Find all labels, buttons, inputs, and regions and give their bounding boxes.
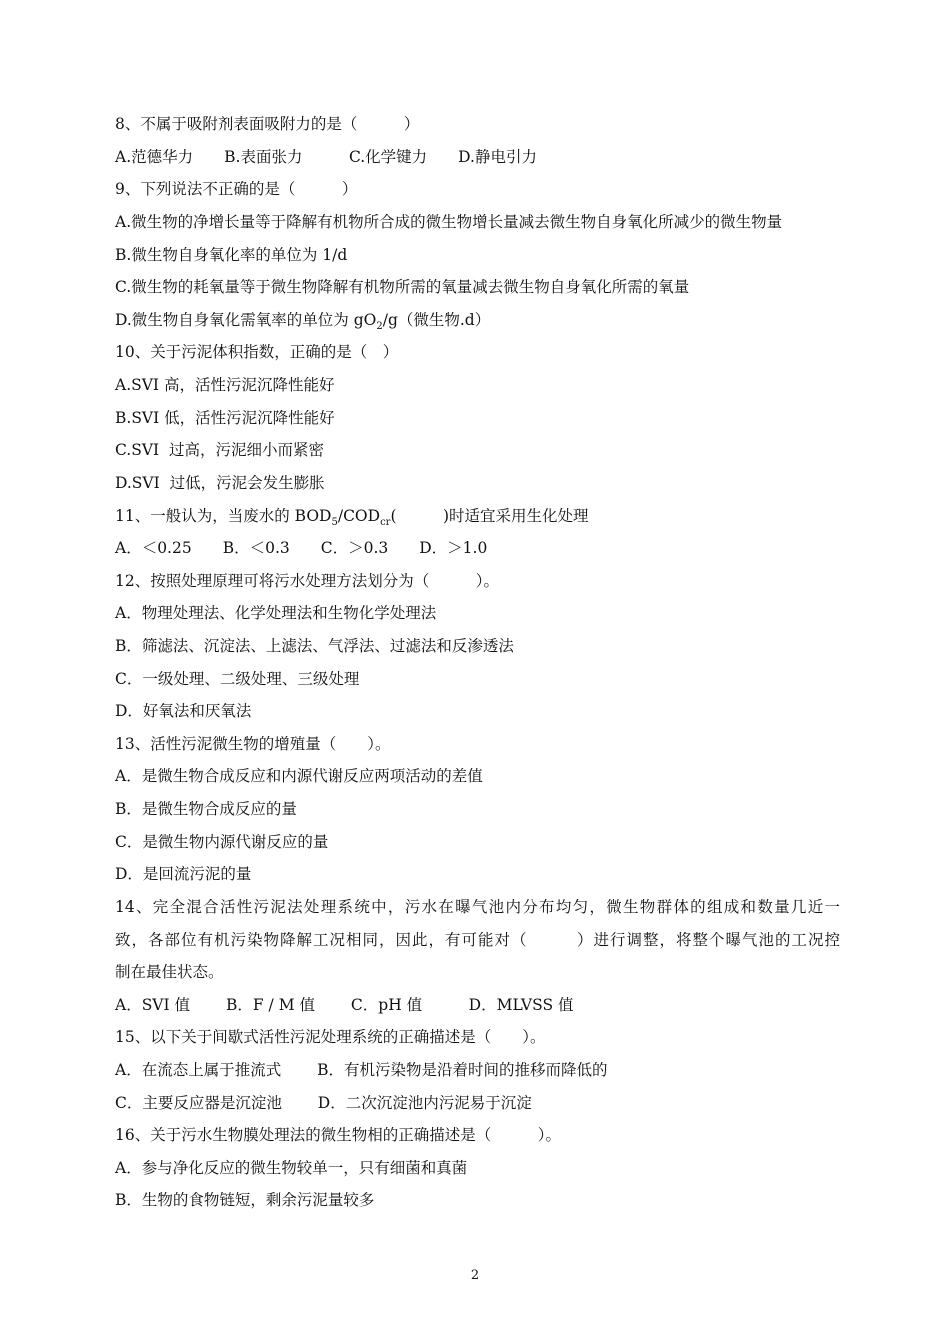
question-9-option-a: A.微生物的净增长量等于降解有机物所合成的微生物增长量减去微生物自身氧化所减少的微生物量	[115, 213, 783, 231]
question-13-option-b: B．是微生物合成反应的量	[115, 800, 297, 818]
question-9-option-d-subscript: 2	[376, 321, 383, 332]
question-14-line-1: 14、完全混合活性污泥法处理系统中，污水在曝气池内分布均匀，微生物群体的组成和数量几近一	[115, 898, 840, 916]
question-10-option-b: B.SVI 低，活性污泥沉降性能好	[115, 409, 335, 427]
question-12-option-b: B．筛滤法、沉淀法、上滤法、气浮法、过滤法和反渗透法	[115, 637, 514, 655]
question-12-option-a: A．物理处理法、化学处理法和生物化学处理法	[115, 604, 437, 622]
question-10-stem: 10、关于污泥体积指数，正确的是（ ）	[115, 343, 399, 361]
question-8-stem: 8、不属于吸附剂表面吸附力的是（ ）	[115, 115, 420, 133]
question-11-stem	[115, 506, 589, 529]
question-16-option-b: B．生物的食物链短，剩余污泥量较多	[115, 1191, 375, 1209]
question-12-option-c: C．一级处理、二级处理、三级处理	[115, 670, 360, 688]
question-14-options: A．SVI 值 B．F / M 值 C．pH 值 D．MLVSS 值	[115, 996, 574, 1014]
question-15-options-ab: A．在流态上属于推流式 B．有机污染物是沿着时间的推移而降低的	[115, 1061, 608, 1079]
question-10-option-a: A.SVI 高，活性污泥沉降性能好	[115, 376, 335, 394]
question-10-option-d: D.SVI 过低，污泥会发生膨胀	[115, 474, 325, 492]
question-11-stem-mid: /COD	[337, 507, 381, 525]
page-number: 2	[470, 1268, 480, 1283]
question-15-options-cd: C．主要反应器是沉淀池 D．二次沉淀池内污泥易于沉淀	[115, 1094, 532, 1112]
question-11-subscript-cr: cr	[380, 517, 391, 528]
question-14-line-2: 致，各部位有机污染物降解工况相同，因此，有可能对（ ）进行调整，将整个曝气池的工况控	[115, 931, 840, 949]
question-14-line-3: 制在最佳状态。	[115, 963, 224, 981]
question-13-stem: 13、活性污泥微生物的增殖量（ ）。	[115, 735, 391, 753]
question-13-option-a: A．是微生物合成反应和内源代谢反应两项活动的差值	[115, 767, 483, 785]
question-11-stem-pre: 11、一般认为，当废水的 BOD	[115, 507, 332, 525]
question-13-option-c: C．是微生物内源代谢反应的量	[115, 833, 329, 851]
question-9-option-c: C.微生物的耗氧量等于微生物降解有机物所需的氧量减去微生物自身氧化所需的氧量	[115, 278, 690, 296]
question-10-option-c: C.SVI 过高，污泥细小而紧密	[115, 441, 325, 459]
question-11-subscript-5: 5	[331, 517, 338, 528]
question-16-option-a: A．参与净化反应的微生物较单一，只有细菌和真菌	[115, 1159, 468, 1177]
question-13-option-d: D．是回流污泥的量	[115, 865, 252, 883]
question-11-stem-post: ( )时适宜采用生化处理	[390, 507, 589, 525]
question-12-stem: 12、按照处理原理可将污水处理方法划分为（ ）。	[115, 572, 499, 590]
question-16-stem: 16、关于污水生物膜处理法的微生物相的正确描述是（ ）。	[115, 1126, 561, 1144]
question-9-option-d-post: /g（微生物.d）	[382, 311, 491, 329]
question-8-options: A.范德华力 B.表面张力 C.化学键力 D.静电引力	[115, 148, 537, 166]
question-9-stem: 9、下列说法不正确的是（ ）	[115, 180, 358, 198]
question-11-options: A．＜0.25 B．＜0.3 C．＞0.3 D．＞1.0	[115, 539, 488, 557]
question-9-option-d-pre: D.微生物自身氧化需氧率的单位为 gO	[115, 311, 377, 329]
question-12-option-d: D．好氧法和厌氧法	[115, 702, 252, 720]
question-9-option-b: B.微生物自身氧化率的单位为 1/d	[115, 246, 348, 264]
question-15-stem: 15、以下关于间歇式活性污泥处理系统的正确描述是（ ）。	[115, 1028, 546, 1046]
question-9-option-d	[115, 310, 490, 333]
